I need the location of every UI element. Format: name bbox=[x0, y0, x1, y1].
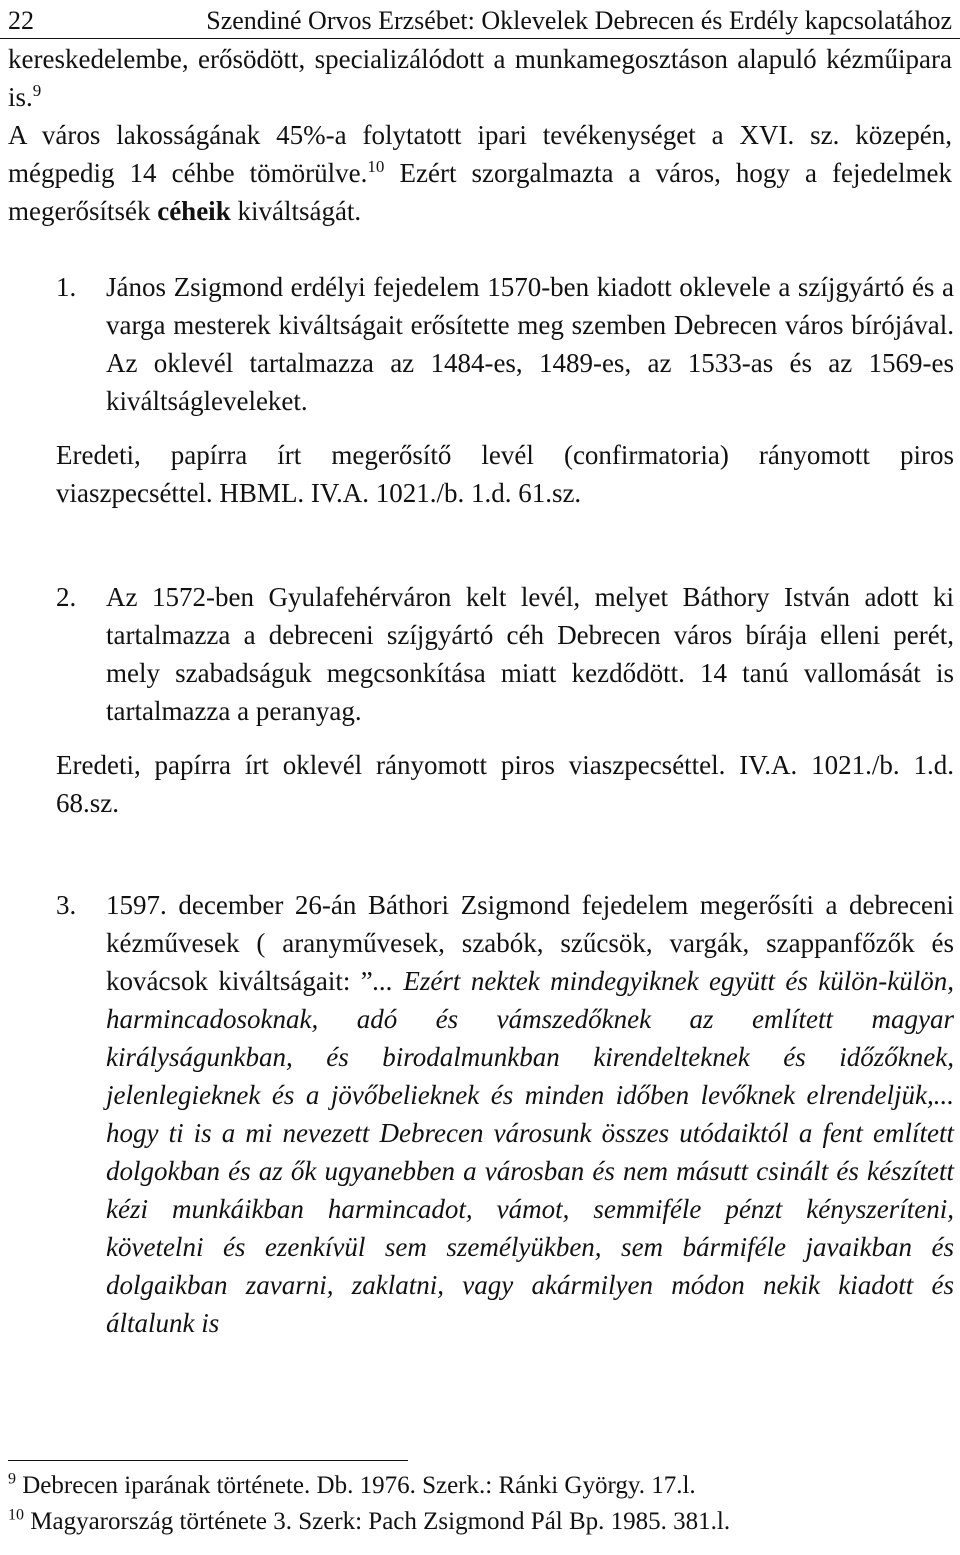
footnote-rule bbox=[8, 1460, 408, 1461]
footnote-ref-10: 10 bbox=[367, 157, 385, 176]
entry-source: Eredeti, papírra írt megerősítő levél (confirmatoria) rányomott piros viaszpecséttel. HBML. IV.A. 1021./b. 1.d. 61.sz. bbox=[56, 440, 954, 508]
entry-body: János Zsigmond erdélyi fejedelem 1570-ben kiadott oklevele a szíjgyártó és a varga mesterek kiváltságait erősítette meg szemben Debrecen város bírójával. Az oklevél tartalmazza az 1484-es, 1489-es, az 1533-as és az 1569-es kiváltságleveleket. bbox=[106, 272, 954, 416]
footnote-text: Debrecen iparának története. Db. 1976. Szerk.: Ránki György. 17.l. bbox=[22, 1472, 696, 1499]
entry-3 bbox=[56, 886, 954, 1342]
entry-quote-italic: ... Ezért nektek mindegyiknek együtt és külön-külön, harmincadosoknak, adó és vámszedőknek az említett magyar királyságunkban, és birodalmunkban kirendelteknek és időzőknek, jelenlegieknek és a jövőbelieknek és minden időben levőknek elrendeljük,... hogy ti is a mi nevezett Debrecen városunk összes utódaiktól a fent említett dolgokban és az ők ugyanebben a városban és nem másutt csinált és készített kézi munkáikban harmincadot, vámot, semmiféle pénzt kényszeríteni, követelni és ezenkívül sem személyükben, sem bármiféle javaikban és dolgaikban zavarni, zaklatni, vagy akármilyen módon nekik kiadott és általunk is bbox=[106, 966, 954, 1338]
intro-p2b-text: Ezért szorgalmazta a város, hogy a fejedelmek megerősítsék bbox=[8, 158, 952, 226]
entry-body bbox=[106, 886, 954, 1342]
footnote-text: Magyarország története 3. Szerk: Pach Zsigmond Pál Bp. 1985. 381.l. bbox=[30, 1508, 731, 1535]
footnote-10 bbox=[8, 1506, 952, 1538]
running-title: Szendiné Orvos Erzsébet: Oklevelek Debrecen és Erdély kapcsolatához bbox=[206, 6, 952, 35]
intro-text bbox=[8, 40, 952, 230]
page-header bbox=[8, 2, 960, 40]
entry-number: 1. bbox=[56, 272, 77, 302]
intro-p2c-text: kiváltságát. bbox=[230, 196, 362, 226]
intro-p1-text: kereskedelembe, erősödött, specializálódott a munkamegosztáson alapuló kézműipara is. bbox=[8, 44, 952, 112]
intro-p2a-text: A város lakosságának 45%-a folytatott ipari tevékenységet a XVI. sz. közepén, mégpedig 14 céhbe tömörülve. bbox=[8, 120, 952, 188]
intro-paragraph-1 bbox=[8, 40, 952, 116]
page-number: 22 bbox=[8, 6, 34, 35]
footnote-ref-9: 9 bbox=[32, 81, 42, 100]
entry-body: Az 1572-ben Gyulafehérváron kelt levél, melyet Báthory István adott ki tartalmazza a debreceni szíjgyártó céh Debrecen város bírája elleni perét, mely szabadságuk megcsonkítása miatt kezdődött. 14 tanú vallomását is tartalmazza a peranyag. bbox=[106, 582, 954, 726]
entry-number: 3. bbox=[56, 890, 77, 920]
entry-body-text: 1597. december 26-án Báthori Zsigmond fejedelem megerősíti a debreceni kézművesek ( aranyművesek, szabók, szűcsök, vargák, szappanfőzők és kovácsok kiváltságait: ” bbox=[106, 890, 954, 996]
entry-number: 2. bbox=[56, 582, 77, 612]
entry-1 bbox=[56, 268, 954, 512]
entry-2 bbox=[56, 578, 954, 822]
intro-bold-word: céheik bbox=[157, 196, 231, 226]
footnote-mark: 10 bbox=[8, 1506, 24, 1524]
footnote-9 bbox=[8, 1470, 952, 1502]
entry-source: Eredeti, papírra írt oklevél rányomott piros viaszpecséttel. IV.A. 1021./b. 1.d. 68.sz. bbox=[56, 750, 954, 818]
intro-paragraph-2 bbox=[8, 116, 952, 230]
footnote-mark: 9 bbox=[8, 1470, 16, 1488]
header-rule bbox=[0, 38, 960, 39]
